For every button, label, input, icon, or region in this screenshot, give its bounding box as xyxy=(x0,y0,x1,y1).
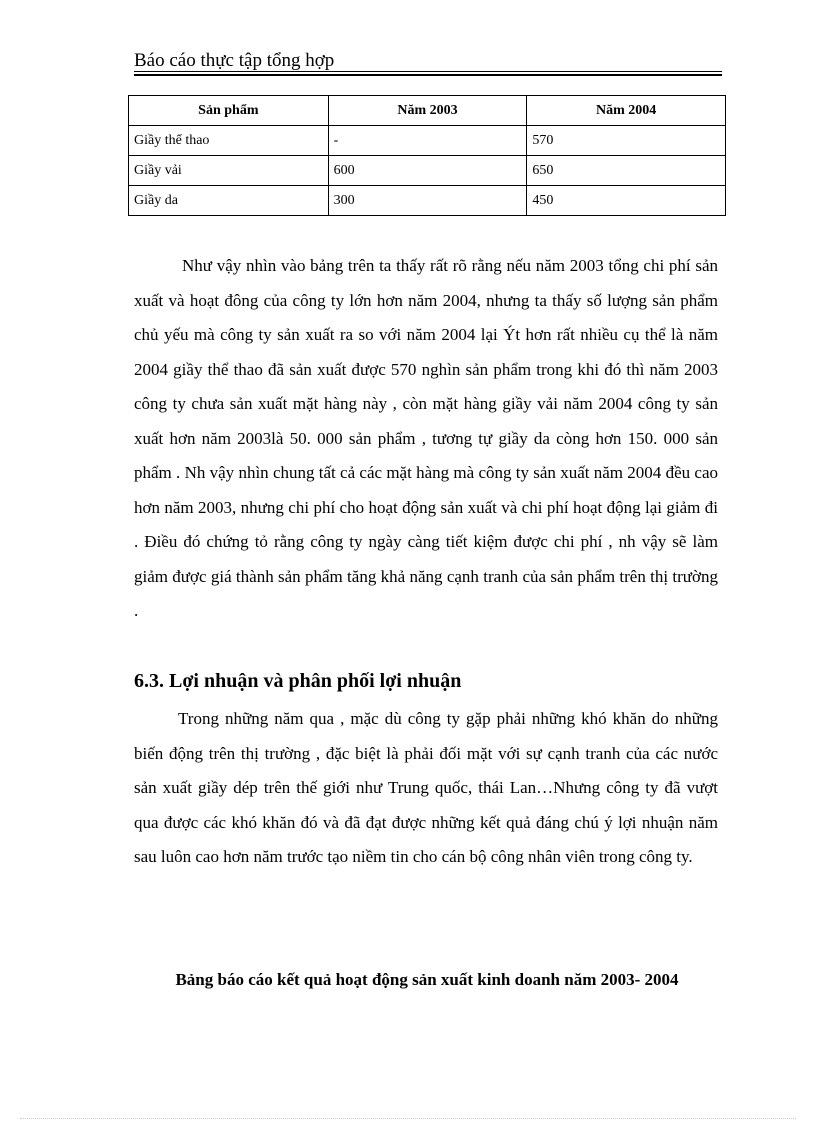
table-cell: - xyxy=(328,126,527,156)
table-cell: 300 xyxy=(328,186,527,216)
section-heading: 6.3. Lợi nhuận và phân phối lợi nhuận xyxy=(134,670,462,692)
table-row xyxy=(129,186,726,216)
table-row xyxy=(129,156,726,186)
column-header-2003: Năm 2003 xyxy=(328,96,527,126)
page-bottom-border xyxy=(20,1118,796,1119)
body-paragraph-profit: Trong những năm qua , mặc dù công ty gặp phải những khó khăn do những biến động trên thị trường , đặc biệt là phải đối mặt với sự cạnh tranh của các nước sản xuất giầy dép trên thế giới như Trung quốc, thái Lan…Nhưng công ty đã vượt qua được các khó khăn đó và đã đạt được những kết quả đáng chú ý lợi nhuận năm sau luôn cao hơn năm trước tạo niềm tin cho cán bộ công nhân viên trong công ty. xyxy=(134,709,718,866)
product-table xyxy=(128,95,726,216)
table-cell: Giầy da xyxy=(129,186,329,216)
table-row xyxy=(129,126,726,156)
table-cell: 570 xyxy=(527,126,726,156)
table-cell: Giầy vải xyxy=(129,156,329,186)
table-caption: Bảng báo cáo kết quả hoạt động sản xuất kinh doanh năm 2003- 2004 xyxy=(175,970,679,989)
column-header-product: Sản phẩm xyxy=(129,96,329,126)
table-cell: 650 xyxy=(527,156,726,186)
body-paragraph-analysis: Như vậy nhìn vào bảng trên ta thấy rất rõ rằng nếu năm 2003 tổng chi phí sản xuất và hoạt đông của công ty lớn hơn năm 2004, nhưng ta thấy số lượng sản phẩm chủ yếu mà công ty sản xuất ra so với năm 2004 lại Ýt hơn rất nhiều cụ thể là năm 2004 giầy thể thao đã sản xuất được 570 nghìn sản phẩm trong khi đó thì năm 2003 công ty chưa sản xuất mặt hàng này , còn mặt hàng giầy vải năm 2004 công ty sản xuất hơn năm 2003là 50. 000 sản phẩm , tương tự giầy da còng hơn 150. 000 sản phẩm . Nh vậy nhìn chung tất cả các mặt hàng mà công ty sản xuất năm 2004 đều cao hơn năm 2003, nhưng chi phí cho hoạt động sản xuất và chi phí hoạt động lại giảm đi . Điều đó chứng tỏ rằng công ty ngày càng tiết kiệm được chi phí , nh vậy sẽ làm giảm được giá thành sản phẩm tăng khả năng cạnh tranh của sản phẩm trên thị trường . xyxy=(134,256,718,620)
table-cell: 600 xyxy=(328,156,527,186)
table-header-row xyxy=(129,96,726,126)
header-rule-thick xyxy=(134,74,722,76)
header-rule-thin xyxy=(134,71,722,72)
table-cell: 450 xyxy=(527,186,726,216)
page-header-title: Báo cáo thực tập tổng hợp xyxy=(134,50,335,71)
column-header-2004: Năm 2004 xyxy=(527,96,726,126)
table-cell: Giầy thể thao xyxy=(129,126,329,156)
